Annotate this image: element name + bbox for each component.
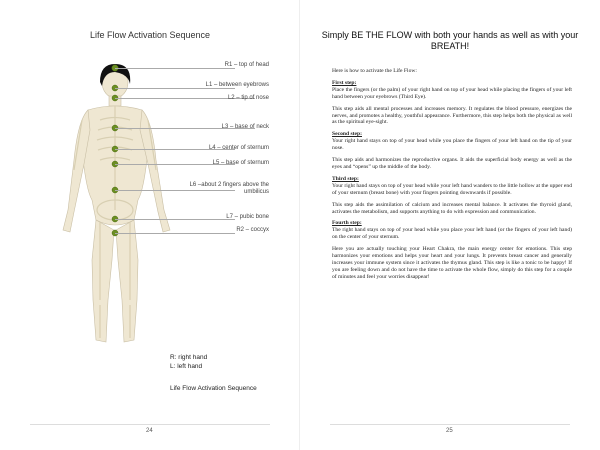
legend-right-hand: R: right hand bbox=[170, 354, 208, 361]
instructions-body bbox=[332, 68, 572, 286]
label-l6: L6 –about 2 fingers above the umbilicus bbox=[189, 182, 269, 195]
legend-left-hand: L: left hand bbox=[170, 363, 203, 370]
step-heading: Third step: bbox=[332, 175, 359, 182]
step-body: The right hand stays on top of your head while you place your left hand (or the fingers of your left hand) on the center of your sternum. bbox=[332, 227, 572, 241]
step-note: This step aids the assimilation of calcium and increases mental balance. It activates the thyroid gland, activates the metabolism, and supports anything to do with expression and communication. bbox=[332, 201, 572, 215]
page-number: 24 bbox=[146, 428, 153, 434]
label-l7: L7 – pubic bone bbox=[226, 214, 269, 220]
step-heading: Second step: bbox=[332, 131, 362, 138]
step-block bbox=[332, 80, 572, 101]
step-block bbox=[332, 131, 572, 152]
label-l2: L2 – tip of nose bbox=[227, 95, 269, 101]
right-page-title: Simply BE THE FLOW with both your hands as well as with your BREATH! bbox=[321, 30, 579, 51]
label-r1: R1 – top of head bbox=[224, 62, 269, 68]
body-figure bbox=[60, 60, 220, 360]
step-body: Your right hand stays on top of your head while you place the fingers of your left hand on the tip of your nose. bbox=[332, 138, 572, 152]
step-note: Here you are actually touching your Heart Chakra, the main energy center for emotions. This step harmonizes your emotions and helps your heart and your lungs. It prevents breast cancer and generally increases your immune system since it activates the thymus gland. This step is like a tonic to be happy! If you are feeling down and do not have the time to activate the whole flow, simply do this step for a couple of minutes and feel your worries disappear! bbox=[332, 246, 572, 280]
intro-text: Here is how to activate the Life Flow: bbox=[332, 68, 417, 74]
right-page bbox=[300, 0, 600, 450]
footer-rule bbox=[30, 424, 270, 425]
step-body: Your right hand stays on top of your head while your left hand wanders to the little hollow at the upper end of your sternum (breast bone) with your fingers pointing downwards if possible. bbox=[332, 182, 572, 196]
step-block bbox=[332, 220, 572, 241]
label-l1: L1 – between eyebrows bbox=[205, 82, 269, 88]
step-note: This step aids and harmonizes the reproductive organs. It aids the superficial body energy as well as the eyes and “opens” up the middle of the body. bbox=[332, 157, 572, 170]
label-l3: L3 – base of neck bbox=[221, 124, 269, 130]
label-l4: L4 – center of sternum bbox=[208, 145, 269, 151]
left-page-title: Life Flow Activation Sequence bbox=[89, 30, 211, 40]
page-number: 25 bbox=[446, 428, 453, 434]
label-r2: R2 – coccyx bbox=[236, 227, 269, 233]
step-heading: Fourth step: bbox=[332, 220, 362, 227]
label-l5: L5 – base of sternum bbox=[212, 160, 269, 166]
step-body: Place the fingers (or the palm) of your right hand on top of your head while placing the fingers of your left hand between your eyebrows (Third Eye). bbox=[332, 86, 572, 100]
step-note: This step aids all mental processes and increases memory. It regulates the blood pressure, energizes the nerves, and promotes a healthy, youthful appearance. Furthermore, this step helps both the physical as well as the spiritual eye-sight. bbox=[332, 105, 572, 126]
step-heading: First step: bbox=[332, 79, 357, 86]
step-block bbox=[332, 176, 572, 197]
footer-rule bbox=[330, 424, 570, 425]
figure-caption: Life Flow Activation Sequence bbox=[170, 385, 257, 392]
